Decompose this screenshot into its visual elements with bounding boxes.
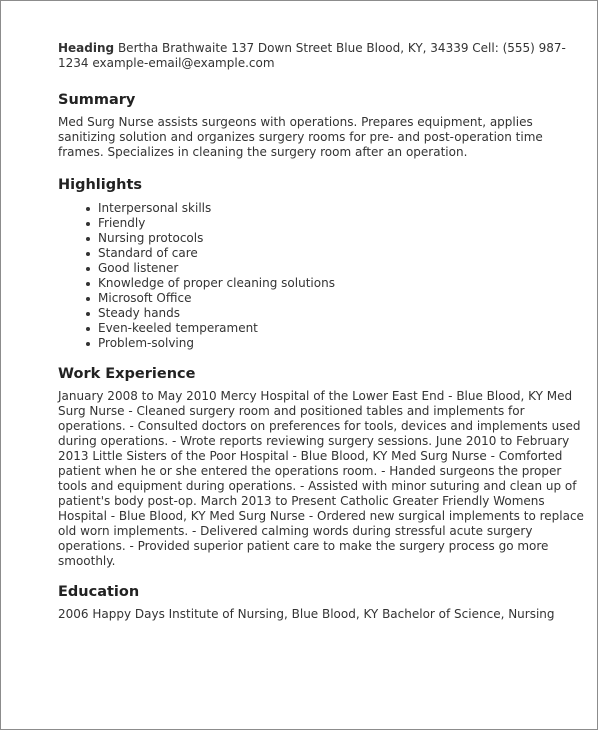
work-experience-text: January 2008 to May 2010 Mercy Hospital of the Lower East End - Blue Blood, KY Med Surg Nurse - Cleaned surgery room and positioned tables and implements for operations. - Consulted doctors on preferences for tools, devices and implements used during operations. - Wrote reports reviewing surgery sessions. June 2010 to February 2013 Little Sisters of the Poor Hospital - Blue Blood, KY Med Surg Nurse - Comforted patient when he or she entered the operations room. - Handed surgeons the proper tools and equipment during operations. - Assisted with minor suturing and clean up of patient's body post-op. March 2013 to Present Catholic Greater Friendly Womens Hospital - Blue Blood, KY Med Surg Nurse - Ordered new surgical implements to replace old worn implements. - Delivered calming words during stressful acute surgery operations. - Provided superior patient care to make the surgery process go more smoothly. <box>58 389 584 568</box>
highlight-item: Friendly <box>98 216 591 231</box>
highlight-item: Steady hands <box>98 306 591 321</box>
highlight-item: Standard of care <box>98 246 591 261</box>
highlight-item: Interpersonal skills <box>98 201 591 216</box>
highlight-item: Nursing protocols <box>98 231 591 246</box>
education-section <box>58 583 591 622</box>
highlight-item: Even-keeled temperament <box>98 321 591 336</box>
work-experience-section <box>58 365 591 569</box>
highlight-item: Problem-solving <box>98 336 591 351</box>
summary-title: Summary <box>58 92 136 108</box>
work-experience-title: Work Experience <box>58 366 196 382</box>
highlight-item: Good listener <box>98 261 591 276</box>
education-text: 2006 Happy Days Institute of Nursing, Blue Blood, KY Bachelor of Science, Nursing <box>58 607 555 621</box>
highlight-item: Knowledge of proper cleaning solutions <box>98 276 591 291</box>
summary-section <box>58 91 591 160</box>
summary-text: Med Surg Nurse assists surgeons with operations. Prepares equipment, applies sanitizing solution and organizes surgery rooms for pre- and post-operation time frames. Specializes in cleaning the surgery room after an operation. <box>58 115 543 159</box>
contact-info: Bertha Brathwaite 137 Down Street Blue Blood, KY, 34339 Cell: (555) 987-1234 example-email@example.com <box>58 41 566 70</box>
heading-section <box>58 41 591 71</box>
highlights-list <box>58 201 591 351</box>
highlight-item: Microsoft Office <box>98 291 591 306</box>
heading-label: Heading <box>58 41 115 55</box>
resume-content <box>58 41 591 622</box>
highlights-title: Highlights <box>58 177 143 193</box>
highlights-section <box>58 176 591 351</box>
education-title: Education <box>58 584 140 600</box>
